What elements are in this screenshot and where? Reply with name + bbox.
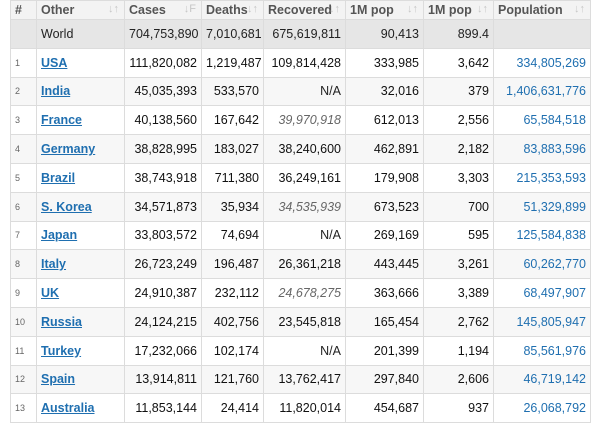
deaths-cell: 402,756 (202, 307, 264, 336)
deaths-cell: 183,027 (202, 135, 264, 164)
population-cell: 215,353,593 (494, 163, 591, 192)
col-header-recovered[interactable] (264, 1, 346, 20)
sort-icon[interactable]: ↓↑ (108, 3, 119, 15)
table-row (11, 48, 591, 77)
country-link[interactable]: Brazil (37, 163, 125, 192)
deaths-per-million-cell: 3,261 (424, 250, 494, 279)
sort-icon[interactable]: ↓F (183, 3, 196, 15)
world-population (494, 20, 591, 49)
cases-cell: 24,124,215 (125, 307, 202, 336)
row-index: 13 (11, 394, 37, 423)
row-index: 11 (11, 336, 37, 365)
population-cell: 65,584,518 (494, 106, 591, 135)
row-index: 5 (11, 163, 37, 192)
header-row (11, 1, 591, 20)
col-header-label: Recovered (268, 3, 332, 17)
cases-per-million-cell: 333,985 (346, 48, 424, 77)
cases-cell: 17,232,066 (125, 336, 202, 365)
deaths-per-million-cell: 379 (424, 77, 494, 106)
population-cell: 60,262,770 (494, 250, 591, 279)
cases-per-million-cell: 673,523 (346, 192, 424, 221)
col-header-index[interactable] (11, 1, 37, 20)
recovered-cell: 23,545,818 (264, 307, 346, 336)
row-index (11, 20, 37, 49)
deaths-per-million-cell: 2,556 (424, 106, 494, 135)
country-link[interactable]: Italy (37, 250, 125, 279)
table-row (11, 279, 591, 308)
table-row (11, 135, 591, 164)
deaths-per-million-cell: 595 (424, 221, 494, 250)
table-row (11, 307, 591, 336)
cases-per-million-cell: 363,666 (346, 279, 424, 308)
population-cell: 1,406,631,776 (494, 77, 591, 106)
deaths-per-million-cell: 2,762 (424, 307, 494, 336)
recovered-cell: N/A (264, 77, 346, 106)
recovered-cell: N/A (264, 336, 346, 365)
sort-icon[interactable]: ↓↑ (477, 3, 488, 15)
recovered-cell: 34,535,939 (264, 192, 346, 221)
deaths-per-million-cell: 2,606 (424, 365, 494, 394)
world-cases: 704,753,890 (125, 20, 202, 49)
sort-icon[interactable]: ↓↑ (247, 3, 258, 15)
table-row (11, 250, 591, 279)
deaths-cell: 35,934 (202, 192, 264, 221)
deaths-per-million-cell: 3,642 (424, 48, 494, 77)
recovered-cell: 26,361,218 (264, 250, 346, 279)
cases-cell: 45,035,393 (125, 77, 202, 106)
deaths-cell: 232,112 (202, 279, 264, 308)
table-row (11, 163, 591, 192)
deaths-per-million-cell: 3,389 (424, 279, 494, 308)
world-deaths-per-million: 899.4 (424, 20, 494, 49)
country-link[interactable]: Australia (37, 394, 125, 423)
population-cell: 85,561,976 (494, 336, 591, 365)
cases-cell: 38,743,918 (125, 163, 202, 192)
covid-stats-table (10, 0, 591, 423)
sort-icon[interactable]: ↓↑ (407, 3, 418, 15)
row-index: 8 (11, 250, 37, 279)
cases-per-million-cell: 612,013 (346, 106, 424, 135)
cases-per-million-cell: 269,169 (346, 221, 424, 250)
deaths-per-million-cell: 3,303 (424, 163, 494, 192)
row-index: 2 (11, 77, 37, 106)
cases-cell: 38,828,995 (125, 135, 202, 164)
country-link[interactable]: Russia (37, 307, 125, 336)
table-row (11, 365, 591, 394)
population-cell: 26,068,792 (494, 394, 591, 423)
cases-per-million-cell: 462,891 (346, 135, 424, 164)
cases-cell: 11,853,144 (125, 394, 202, 423)
country-link[interactable]: France (37, 106, 125, 135)
country-link[interactable]: S. Korea (37, 192, 125, 221)
recovered-cell: 109,814,428 (264, 48, 346, 77)
world-deaths: 7,010,681 (202, 20, 264, 49)
country-link[interactable]: Germany (37, 135, 125, 164)
population-cell: 51,329,899 (494, 192, 591, 221)
deaths-cell: 102,174 (202, 336, 264, 365)
recovered-cell: 38,240,600 (264, 135, 346, 164)
col-header-deaths[interactable] (202, 1, 264, 20)
col-header-label: 1M pop (428, 3, 472, 17)
country-link[interactable]: India (37, 77, 125, 106)
country-link[interactable]: Turkey (37, 336, 125, 365)
row-index: 4 (11, 135, 37, 164)
recovered-cell: 13,762,417 (264, 365, 346, 394)
world-total-row (11, 20, 591, 49)
population-cell: 145,805,947 (494, 307, 591, 336)
world-cases-per-million: 90,413 (346, 20, 424, 49)
col-header-cases-per-million[interactable] (346, 1, 424, 20)
sort-icon[interactable]: ↓↑ (574, 3, 585, 15)
row-index: 1 (11, 48, 37, 77)
table-row (11, 77, 591, 106)
deaths-cell: 167,642 (202, 106, 264, 135)
col-header-cases[interactable] (125, 1, 202, 20)
deaths-cell: 74,694 (202, 221, 264, 250)
population-cell: 125,584,838 (494, 221, 591, 250)
col-header-label: Population (498, 3, 563, 17)
deaths-per-million-cell: 1,194 (424, 336, 494, 365)
recovered-cell: 11,820,014 (264, 394, 346, 423)
recovered-cell: N/A (264, 221, 346, 250)
sort-icon[interactable]: ↓↑ (329, 3, 340, 15)
cases-per-million-cell: 201,399 (346, 336, 424, 365)
country-link[interactable]: Japan (37, 221, 125, 250)
world-label: World (37, 20, 125, 49)
table-row (11, 106, 591, 135)
table-row (11, 394, 591, 423)
row-index: 3 (11, 106, 37, 135)
table-row (11, 192, 591, 221)
col-header-label: 1M pop (350, 3, 394, 17)
deaths-cell: 121,760 (202, 365, 264, 394)
col-header-deaths-per-million[interactable] (424, 1, 494, 20)
cases-cell: 111,820,082 (125, 48, 202, 77)
population-cell: 334,805,269 (494, 48, 591, 77)
cases-per-million-cell: 165,454 (346, 307, 424, 336)
cases-per-million-cell: 443,445 (346, 250, 424, 279)
deaths-cell: 1,219,487 (202, 48, 264, 77)
recovered-cell: 24,678,275 (264, 279, 346, 308)
cases-per-million-cell: 179,908 (346, 163, 424, 192)
table-row (11, 336, 591, 365)
col-header-label: Other (41, 3, 75, 17)
col-header-label: # (15, 3, 22, 17)
cases-per-million-cell: 32,016 (346, 77, 424, 106)
population-cell: 83,883,596 (494, 135, 591, 164)
col-header-label: Cases (129, 3, 166, 17)
row-index: 6 (11, 192, 37, 221)
recovered-cell: 39,970,918 (264, 106, 346, 135)
deaths-cell: 196,487 (202, 250, 264, 279)
deaths-per-million-cell: 700 (424, 192, 494, 221)
deaths-per-million-cell: 2,182 (424, 135, 494, 164)
row-index: 10 (11, 307, 37, 336)
world-recovered: 675,619,811 (264, 20, 346, 49)
country-link[interactable]: Spain (37, 365, 125, 394)
deaths-cell: 711,380 (202, 163, 264, 192)
col-header-other[interactable] (37, 1, 125, 20)
row-index: 12 (11, 365, 37, 394)
deaths-cell: 24,414 (202, 394, 264, 423)
cases-cell: 26,723,249 (125, 250, 202, 279)
col-header-label: Deaths (206, 3, 248, 17)
table-row (11, 221, 591, 250)
cases-cell: 40,138,560 (125, 106, 202, 135)
cases-per-million-cell: 297,840 (346, 365, 424, 394)
country-link[interactable]: UK (37, 279, 125, 308)
population-cell: 68,497,907 (494, 279, 591, 308)
cases-cell: 13,914,811 (125, 365, 202, 394)
row-index: 7 (11, 221, 37, 250)
country-link[interactable]: USA (37, 48, 125, 77)
deaths-per-million-cell: 937 (424, 394, 494, 423)
recovered-cell: 36,249,161 (264, 163, 346, 192)
row-index: 9 (11, 279, 37, 308)
population-cell: 46,719,142 (494, 365, 591, 394)
col-header-population[interactable] (494, 1, 591, 20)
cases-cell: 34,571,873 (125, 192, 202, 221)
cases-cell: 33,803,572 (125, 221, 202, 250)
deaths-cell: 533,570 (202, 77, 264, 106)
cases-cell: 24,910,387 (125, 279, 202, 308)
cases-per-million-cell: 454,687 (346, 394, 424, 423)
